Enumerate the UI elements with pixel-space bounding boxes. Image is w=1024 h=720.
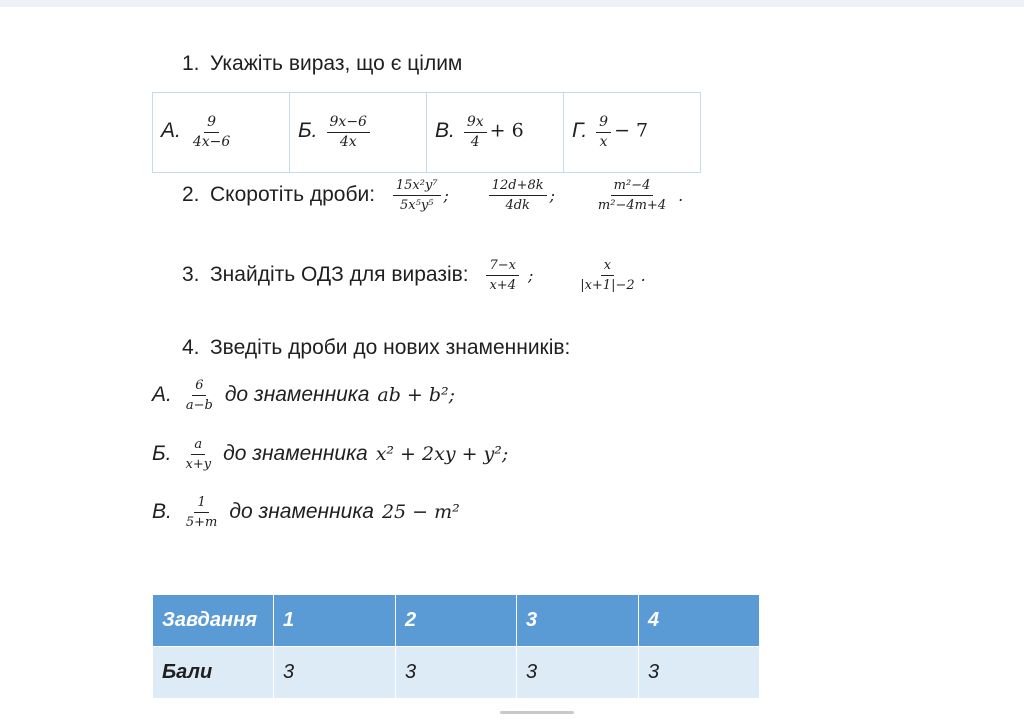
task-4-item-b [152,437,508,472]
task-4 [182,336,570,360]
target-denominator: 25 − m² [381,501,460,524]
separator: . [678,186,684,206]
numerator: 15x²y⁷ [393,178,441,196]
denominator: a−b [185,398,213,413]
separator: ; [443,186,449,206]
scores-row [153,647,760,699]
separator: ; [527,266,534,286]
task-text: Скоротіть дроби: [210,183,376,207]
fraction [464,115,487,150]
item-letter: А. [152,383,172,407]
denominator: x [599,134,608,150]
task-1 [182,52,462,76]
task-text: Зведіть дроби до нових знаменників: [210,336,571,359]
scores-table [152,594,760,699]
item-letter: В. [152,500,172,524]
score-cell: 3 [517,647,639,699]
task-number: 4. [182,336,200,359]
option-a[interactable] [153,93,290,173]
fraction [577,258,637,293]
separator: ; [549,186,556,206]
task-text: Укажіть вираз, що є цілим [210,52,463,75]
denominator: 5+m [185,515,218,530]
expression-tail: − 7 [614,119,649,142]
item-text: до знаменника [223,442,368,466]
header-cell: 4 [639,595,760,647]
target-denominator: ab + b²; [377,384,456,407]
item-text: до знаменника [224,383,370,407]
header-cell: 1 [274,595,396,647]
fraction [327,115,370,150]
numerator: x [601,258,614,276]
answer-options-table [152,92,701,173]
denominator: x+4 [489,278,516,293]
numerator: 9x−6 [327,115,370,133]
numerator: m²−4 [611,178,654,196]
row-cell-points: Бали [153,647,274,699]
option-letter: А. [161,118,181,142]
item-text: до знаменника [229,500,374,524]
numerator: 9 [596,115,611,133]
scores-header-row [153,595,760,647]
option-letter: Б. [298,118,318,142]
target-denominator: x² + 2xy + y²; [375,443,509,466]
score-cell: 3 [274,647,396,699]
fraction [595,178,669,213]
task-number: 1. [182,52,200,75]
score-cell: 3 [396,647,517,699]
numerator: 1 [194,495,208,513]
fraction [489,178,547,213]
numerator: 7−x [486,258,519,276]
denominator: 4 [470,134,480,150]
numerator: 6 [192,378,206,396]
fraction [596,115,611,150]
numerator: 9x [464,115,487,133]
denominator: 4x [339,134,357,150]
denominator: x+y [185,457,212,472]
option-g[interactable] [564,93,701,173]
task-text: Знайдіть ОДЗ для виразів: [210,263,469,287]
scrollbar-thumb[interactable] [500,711,574,714]
denominator: 4x−6 [192,134,231,150]
task-4-item-v [152,495,460,530]
task-number: 3. [182,263,200,287]
denominator: m²−4m+4 [597,198,667,213]
fraction [486,258,519,293]
fraction [393,178,441,213]
numerator: 12d+8k [489,178,547,196]
separator: . [640,266,646,286]
expression-tail: + 6 [489,119,524,142]
numerator: 9 [204,115,219,133]
option-letter: Г. [572,118,588,142]
task-number: 2. [182,183,200,207]
item-letter: Б. [152,442,172,466]
denominator: 4dk [505,198,530,213]
numerator: a [191,437,205,455]
score-cell: 3 [639,647,760,699]
fraction [183,495,221,530]
fraction [190,115,233,150]
task-4-item-a [152,378,455,413]
header-cell: 3 [517,595,639,647]
option-b[interactable] [290,93,427,173]
task-3 [182,258,646,293]
fraction [183,378,216,413]
option-letter: В. [435,118,455,142]
header-cell: 2 [396,595,517,647]
option-v[interactable] [427,93,564,173]
fraction [183,437,215,472]
header-cell-task: Завдання [153,595,274,647]
denominator: 5x⁵y⁵ [400,198,434,213]
task-2 [182,178,683,213]
denominator: |x+1|−2 [580,278,635,293]
